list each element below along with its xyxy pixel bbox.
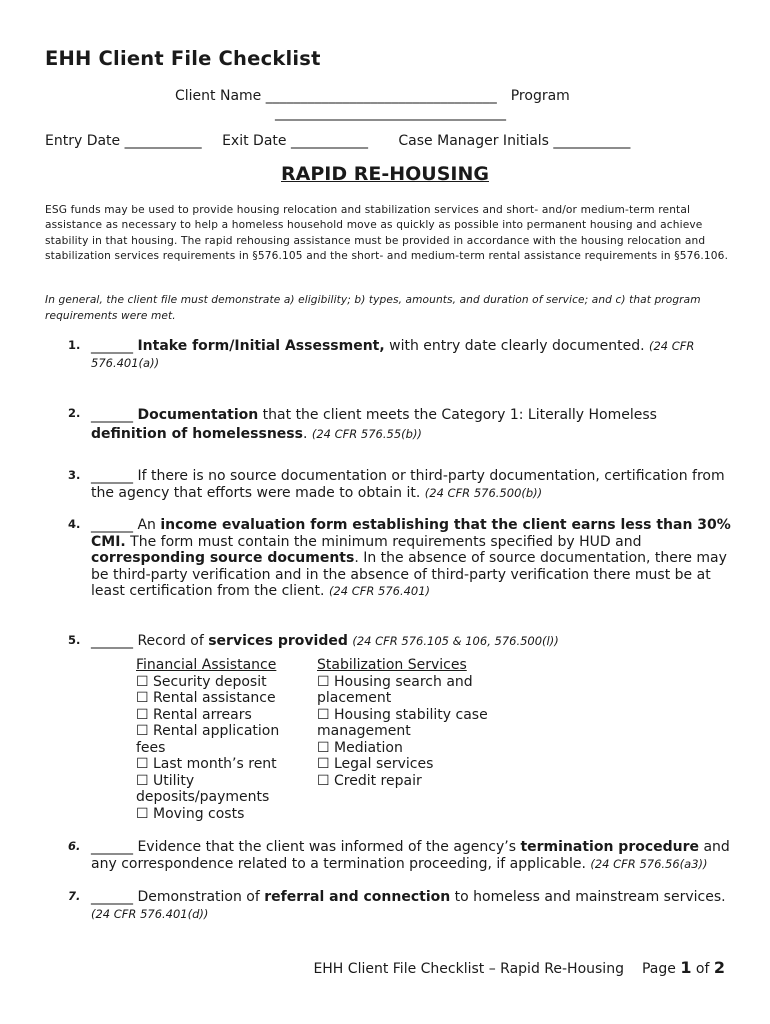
item-number: 2.: [68, 406, 81, 420]
item-bold: Intake form/Initial Assessment,: [137, 338, 385, 354]
item-bold: Documentation: [137, 407, 259, 423]
item-citation: (24 CFR 576.500(b)): [424, 485, 543, 500]
checklist-item-4: [68, 517, 733, 600]
stabilization-services-heading: Stabilization Services: [317, 657, 467, 673]
financial-assistance-column: [136, 657, 286, 822]
intro-italic-paragraph: In general, the client file must demonstrate a) eligibility; b) types, amounts, and duration of service; and c) that program requirements were met.: [45, 294, 701, 322]
client-name-row: [175, 88, 570, 104]
financial-item: ☐ Rental arrears: [136, 706, 252, 723]
item-text-part: .: [302, 426, 312, 442]
page-footer: [313, 958, 725, 977]
dates-row: [45, 133, 630, 149]
item-blank: ______: [91, 889, 138, 905]
item-blank: ______: [91, 839, 138, 855]
item-text: [91, 468, 733, 501]
financial-item: ☐ Rental assistance: [136, 690, 276, 706]
checklist-item-2: [68, 406, 733, 444]
item-blank: ______: [91, 633, 138, 649]
stabilization-services-column: [317, 657, 497, 789]
item-number: 7.: [68, 889, 81, 903]
stabilization-item: ☐ Mediation: [317, 739, 403, 756]
checklist-item-5: [68, 633, 733, 650]
item-text-part: An: [137, 517, 161, 533]
item-text-part: with entry date clearly documented.: [384, 338, 649, 354]
item-blank: ______: [91, 468, 138, 484]
item-citation: (24 CFR 576.401(d)): [91, 906, 209, 921]
item-text: [91, 338, 733, 371]
checklist-item-3: [68, 468, 733, 501]
item-text: [91, 406, 733, 444]
checklist-item-6: [68, 839, 733, 872]
item-text-part: The form must contain the minimum requirements specified by HUD and: [125, 533, 642, 550]
item-blank: ______: [91, 407, 138, 423]
footer-page-number: 1: [680, 958, 692, 977]
item-text-part: If there is no source documentation or third-party documentation, certification from the agency that efforts were made to obtain it.: [91, 468, 725, 501]
financial-item: ☐ Security deposit: [136, 673, 267, 690]
item-bold: definition of homelessness: [91, 426, 303, 442]
item-citation: (24 CFR 576.105 & 106, 576.500(l)): [352, 634, 559, 648]
item-bold: termination procedure: [520, 839, 700, 855]
financial-item: ☐ Last month’s rent: [136, 756, 277, 772]
item-blank: ______: [91, 338, 138, 354]
item-text: [91, 839, 733, 872]
item-bold: services provided: [208, 633, 348, 649]
stabilization-item: ☐ Housing search and placement: [317, 673, 473, 706]
stabilization-item: ☐ Housing stability case management: [317, 706, 488, 739]
exit-date-field: Exit Date ___________: [222, 133, 368, 149]
item-text-part: Record of: [137, 633, 209, 649]
program-blank: _________________________________: [275, 105, 506, 121]
intro-paragraph: ESG funds may be used to provide housing relocation and stabilization services and short- and/or medium-term rental assistance as necessary to help a homeless household move as quickly as possible into permanent housing and achieve stability in that housing. The rapid rehousing assistance must be provided in accordance with the housing relocation and stabilization services requirements in §576.105 and the short- and medium-term rental assistance requirements in §576.106.: [45, 204, 729, 263]
program-label: Program: [510, 88, 570, 104]
item-number: 1.: [68, 338, 81, 352]
financial-item: ☐ Rental application fees: [136, 723, 280, 756]
stabilization-item: ☐ Credit repair: [317, 772, 422, 789]
footer-page-total: 2: [713, 958, 725, 977]
item-citation: (24 CFR 576.55(b)): [311, 427, 422, 441]
item-text-part: that the client meets the Category 1: Literally Homeless: [258, 407, 657, 423]
item-text-part: Evidence that the client was informed of the agency’s: [137, 839, 521, 855]
item-number: 6.: [68, 839, 81, 853]
item-text: [91, 633, 733, 650]
item-text-part: Demonstration of: [137, 889, 265, 905]
entry-date-field: Entry Date ___________: [45, 133, 202, 149]
item-text-part: . In the absence of source documentation, there may be third-party verification and in the absence of third-party verification there must be at least certification from the client.: [91, 550, 727, 600]
item-text-part: and any correspondence related to a termination proceeding, if applicable.: [91, 839, 730, 872]
footer-of-word: of: [691, 961, 714, 977]
footer-doc-name: EHH Client File Checklist – Rapid Re-Housing: [313, 961, 624, 977]
item-bold: corresponding source documents: [91, 550, 355, 567]
item-number: 3.: [68, 468, 81, 482]
item-text-part: to homeless and mainstream services.: [450, 889, 726, 905]
financial-item: ☐ Moving costs: [136, 805, 245, 822]
document-title: EHH Client File Checklist: [45, 47, 321, 70]
financial-item: ☐ Utility deposits/payments: [136, 772, 270, 805]
financial-assistance-heading: Financial Assistance: [136, 657, 277, 673]
item-bold: income evaluation form establishing that the client earns less than 30% CMI.: [91, 517, 731, 550]
item-citation: (24 CFR 576.56(a3)): [590, 856, 708, 871]
item-number: 4.: [68, 517, 81, 531]
checklist-item-7: [68, 889, 733, 922]
item-number: 5.: [68, 633, 81, 647]
item-citation: (24 CFR 576.401): [328, 584, 431, 599]
case-manager-initials-field: Case Manager Initials ___________: [398, 133, 631, 149]
footer-page-word: Page: [641, 961, 681, 977]
checklist-item-1: [68, 338, 733, 371]
item-text: [91, 889, 733, 922]
item-blank: ______: [91, 517, 138, 533]
item-citation: (24 CFR 576.401(a)): [91, 339, 695, 370]
client-name-field: Client Name _________________________________: [175, 88, 497, 104]
item-bold: referral and connection: [264, 889, 451, 905]
section-title: RAPID RE-HOUSING: [281, 163, 489, 185]
item-text: [91, 517, 733, 600]
stabilization-item: ☐ Legal services: [317, 756, 434, 772]
